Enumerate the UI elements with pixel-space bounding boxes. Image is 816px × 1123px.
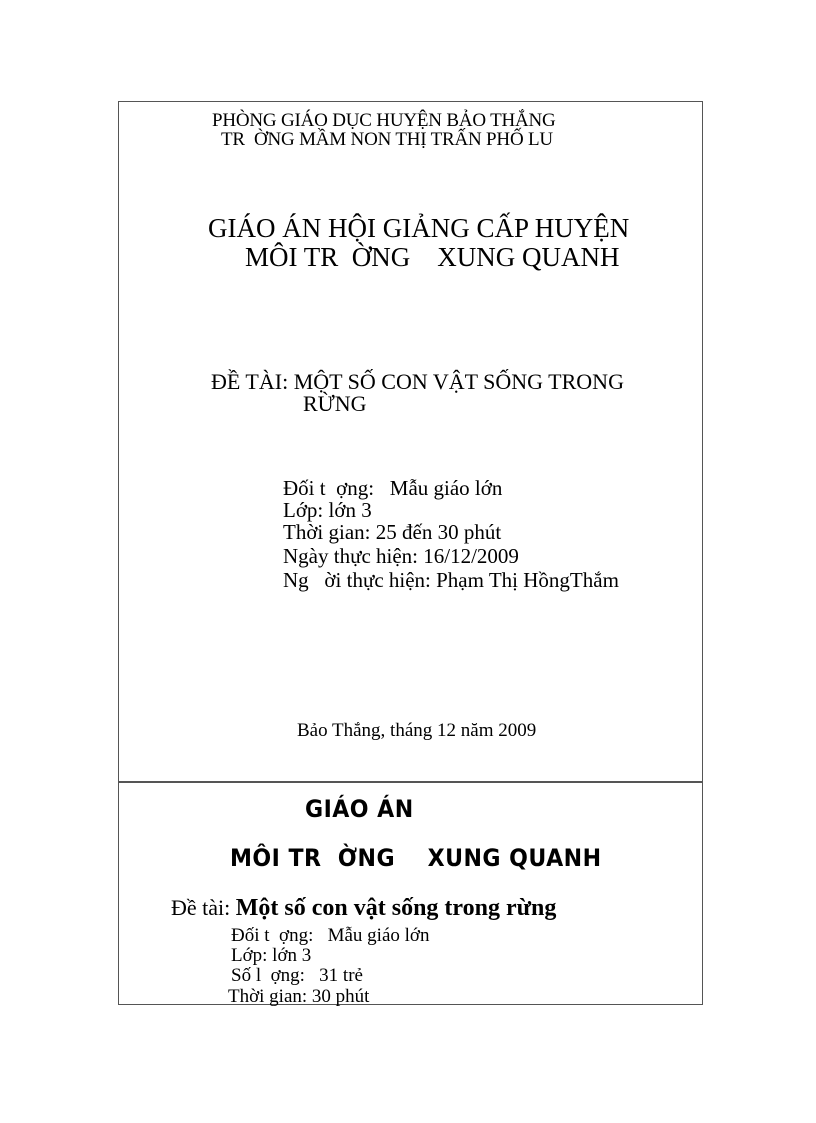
subject-value: Một số con vật sống trong rừng (235, 895, 557, 921)
department-name: PHÒNG GIÁO DỤC HUYỆN BẢO THẮNG (212, 110, 556, 131)
lesson-info-target: Đối t ợng: Mẫu giáo lớn (231, 925, 430, 946)
lesson-subheading: MÔI TR ỜNG XUNG QUANH (230, 844, 602, 872)
cover-title-line2: MÔI TR ỜNG XUNG QUANH (245, 242, 620, 272)
cover-page-frame (118, 101, 703, 782)
lesson-heading: GIÁO ÁN (305, 795, 414, 823)
school-name: TR ỜNG MẦM NON THỊ TRẤN PHỐ LU (221, 129, 553, 150)
lesson-info-duration: Thời gian: 30 phút (228, 986, 370, 1007)
cover-topic-line2: RỪNG (303, 391, 367, 416)
cover-info-date: Ngày thực hiện: 16/12/2009 (283, 544, 519, 568)
cover-info-class: Lớp: lớn 3 (283, 498, 372, 522)
lesson-info-class: Lớp: lớn 3 (231, 945, 312, 966)
place-and-date: Bảo Thắng, tháng 12 năm 2009 (297, 720, 537, 741)
cover-topic-line1: ĐỀ TÀI: MỘT SỐ CON VẬT SỐNG TRONG (211, 369, 624, 394)
cover-info-target: Đối t ợng: Mẫu giáo lớn (283, 476, 503, 500)
lesson-info-count: Số l ợng: 31 trẻ (231, 965, 363, 986)
cover-info-teacher: Ng ời thực hiện: Phạm Thị HồngThắm (283, 568, 619, 592)
lesson-subject (163, 880, 556, 920)
subject-label: Đề tài: (171, 895, 236, 920)
cover-info-duration: Thời gian: 25 đến 30 phút (283, 520, 502, 544)
cover-title-line1: GIÁO ÁN HỘI GIẢNG CẤP HUYỆN (208, 213, 630, 243)
